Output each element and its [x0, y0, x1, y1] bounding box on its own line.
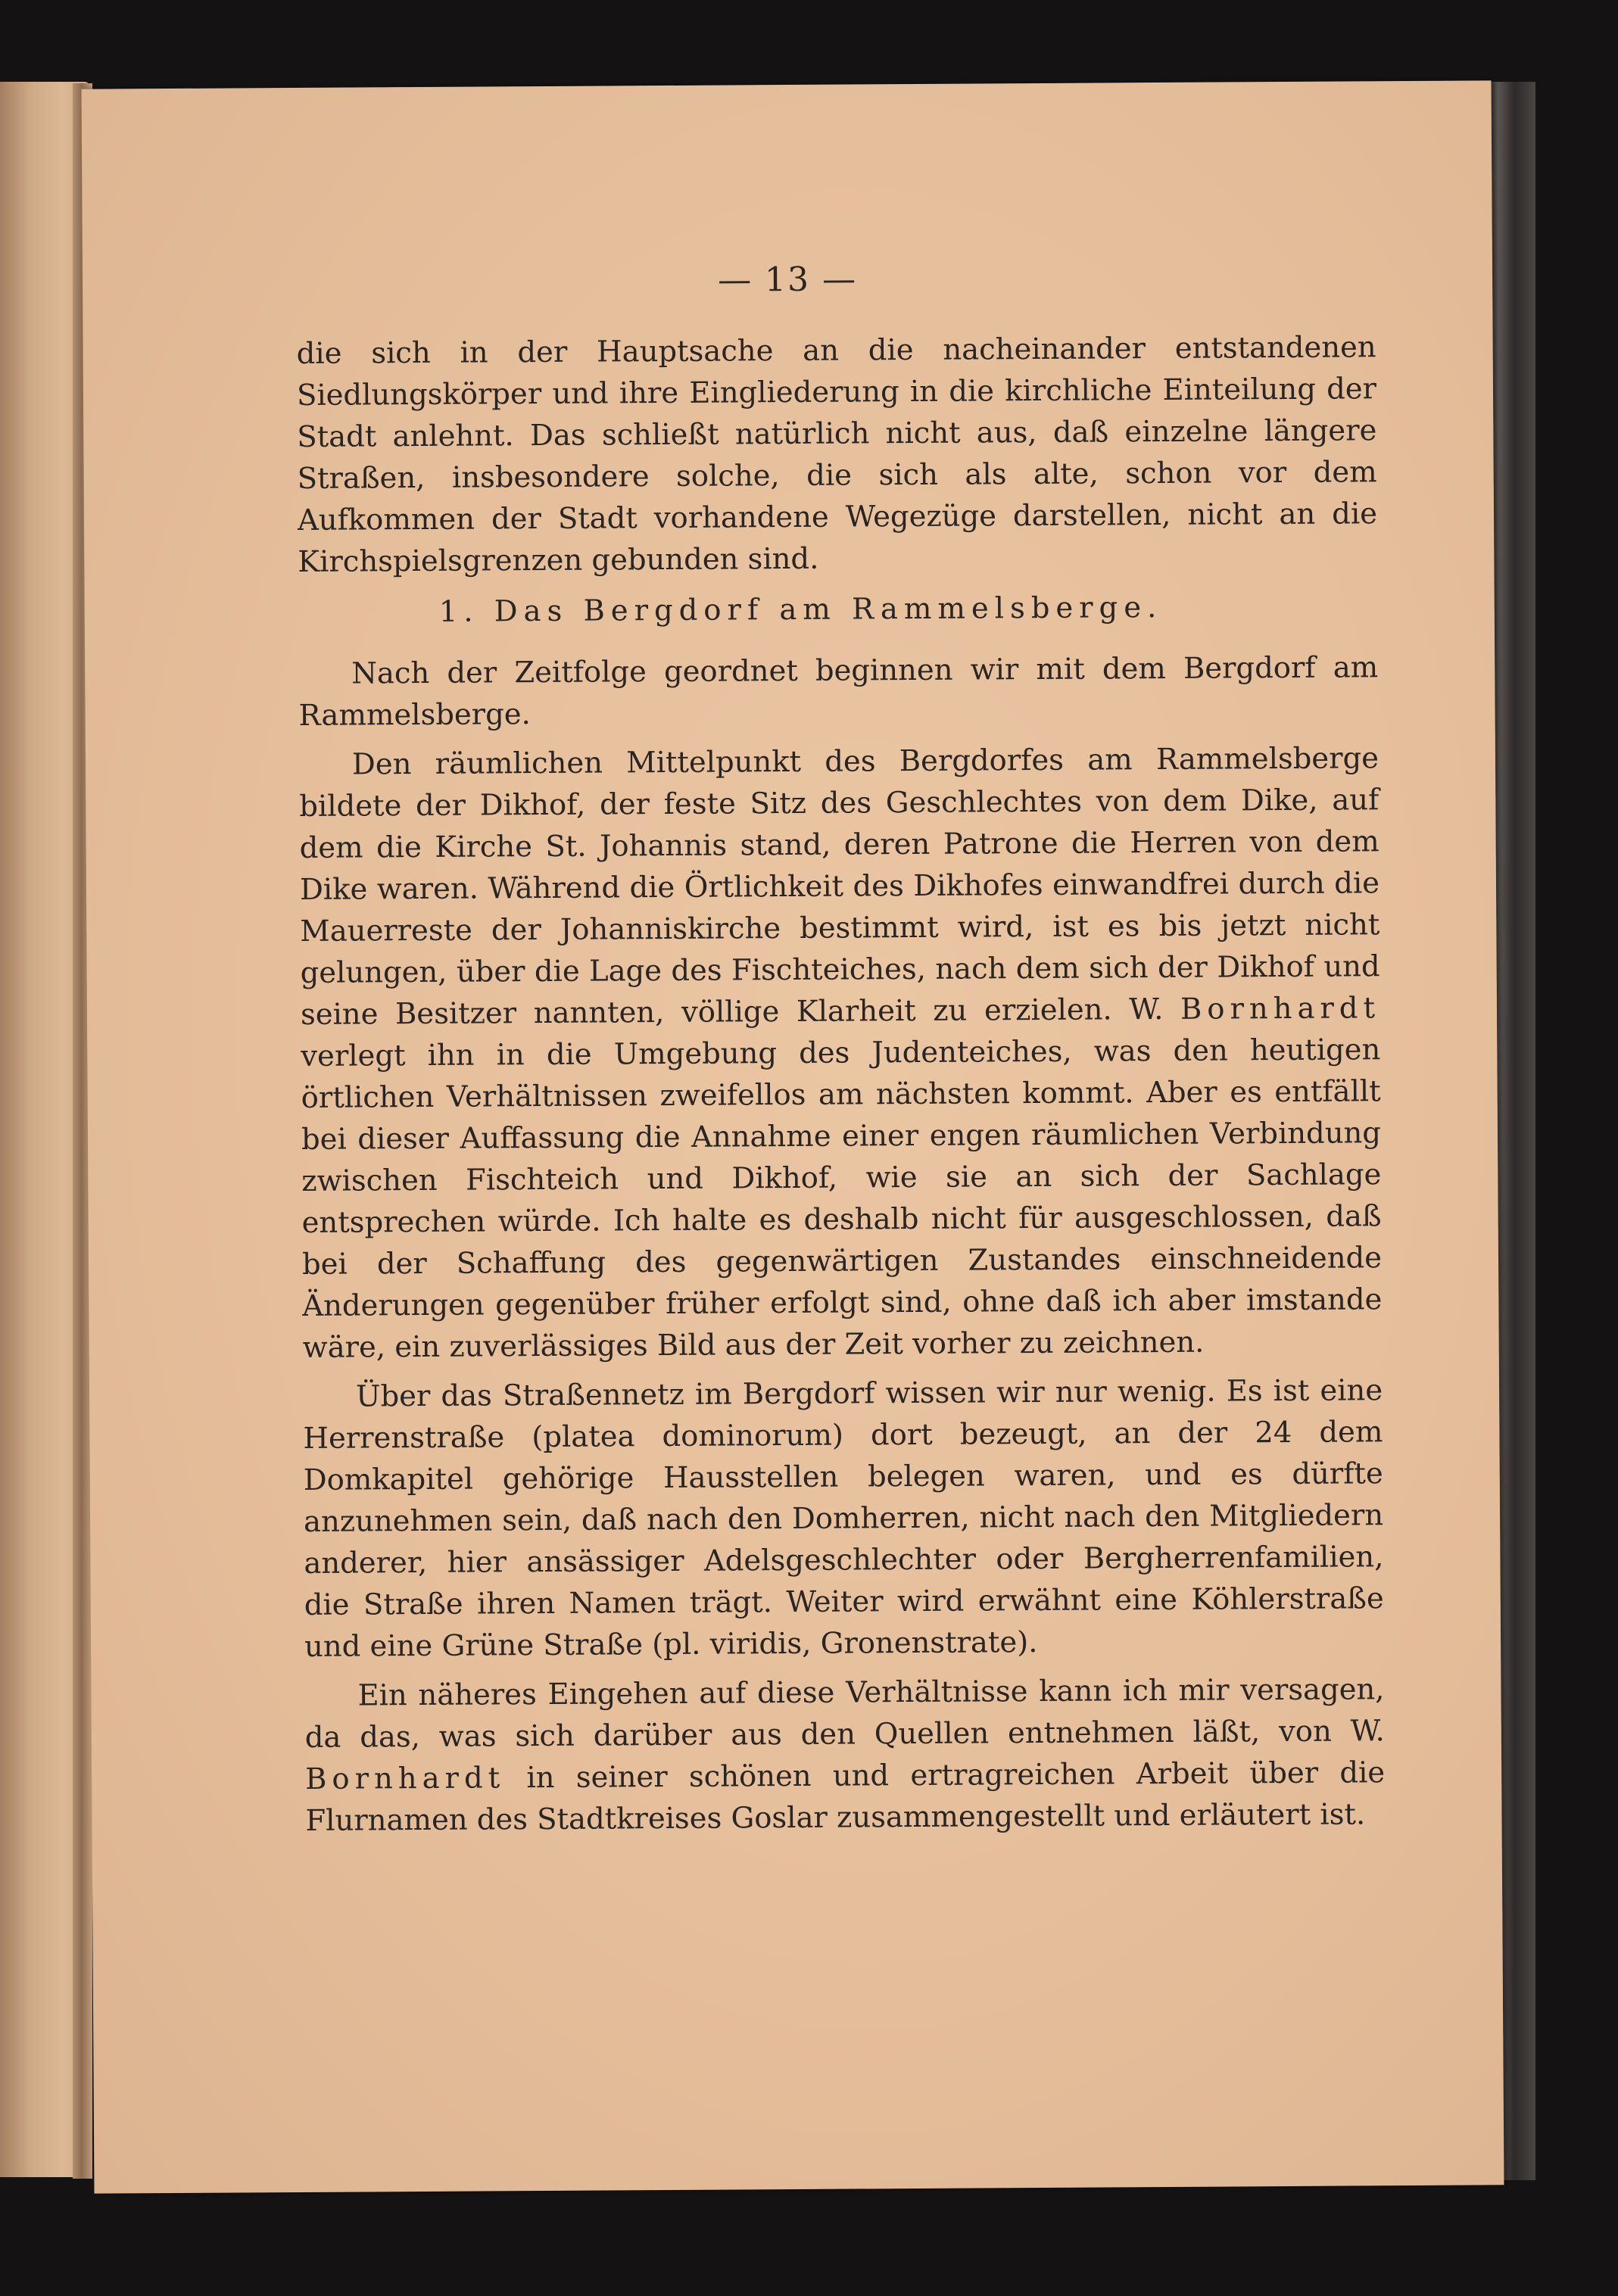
paragraph-sources — [304, 1668, 1385, 1842]
author-name-bornhardt: Bornhardt — [1180, 991, 1381, 1027]
book-page — [82, 80, 1504, 2193]
section-heading: 1. Das Bergdorf am Rammelsberge. — [438, 590, 1163, 629]
paragraph-sources-part-1: Ein näheres Eingehen auf diese Verhältnisse kann ich mir versagen, da das, was sich darüber aus den Quellen entnehmen läßt, von W. — [304, 1672, 1385, 1755]
author-name-bornhardt-2: Bornhardt — [305, 1761, 506, 1796]
paragraph-sources-part-2: in seiner schönen und ertragreichen Arbeit über die Flurnamen des Stadtkreises Goslar zusammengestellt und erläutert ist. — [305, 1755, 1386, 1838]
paragraph-dikhof-part-2: verlegt ihn in die Umgebung des Judenteiches, was den heutigen örtlichen Verhältnissen zweifellos am nächsten kommt. Aber es entfällt bei dieser Auffassung die Annahme einer engen räumlichen Verbindung zwischen Fischteich und Dikhof, wie sie an sich der Sachlage entsprechen würde. Ich halte es deshalb nicht für ausgeschlossen, daß bei der Schaffung des gegenwärtigen Zustandes einschneidende Änderungen gegenüber früher erfolgt sind, ohne daß ich aber imstande wäre, ein zuverlässiges Bild aus der Zeit vorher zu zeichnen. — [301, 1033, 1383, 1365]
page-number: — 13 — — [717, 260, 858, 300]
paragraph-chronology: Nach der Zeitfolge geordnet beginnen wir mit dem Bergdorf am Rammelsberge. — [298, 650, 1379, 733]
paragraph-continuation: die sich in der Hauptsache an die nacheinander entstandenen Siedlungskörper und ihre Eingliederung in die kirchliche Einteilung der Stadt anlehnt. Das schließt natürlich nicht aus, daß einzelne längere Straßen, insbesondere solche, die sich als alte, schon vor dem Aufkommen der Stadt vorhandene Wegezüge darstellen, nicht an die Kirchspielsgrenzen gebunden sind. — [296, 330, 1378, 579]
paragraph-dikhof — [299, 737, 1383, 1369]
paragraph-street-network: Über das Straßennetz im Bergdorf wissen wir nur wenig. Es ist eine Herrenstraße (platea dominorum) dort bezeugt, an der 24 dem Domkapitel gehörige Hausstellen belegen waren, und es dürfte anzunehmen sein, daß nach den Domherren, nicht nach den Mitgliedern anderer, hier ansässiger Adelsgeschlechter oder Bergherrenfamilien, die Straße ihren Namen trägt. Weiter wird erwähnt eine Köhlerstraße und eine Grüne Straße (pl. viridis, Gronenstrate). — [303, 1373, 1384, 1664]
paragraph-dikhof-part-1: Den räumlichen Mittelpunkt des Bergdorfes am Rammelsberge bildete der Dikhof, der feste Sitz des Geschlechtes von dem Dike, auf dem die Kirche St. Johannis stand, deren Patrone die Herren von dem Dike waren. Während die Örtlichkeit des Dikhofes einwandfrei durch die Mauerreste der Johanniskirche bestimmt wird, ist es bis jetzt nicht gelungen, über die Lage des Fischteiches, nach dem sich der Dikhof und seine Besitzer nannten, völlige Klarheit zu erzielen. W. — [299, 741, 1380, 1032]
body-text — [297, 326, 1386, 1842]
